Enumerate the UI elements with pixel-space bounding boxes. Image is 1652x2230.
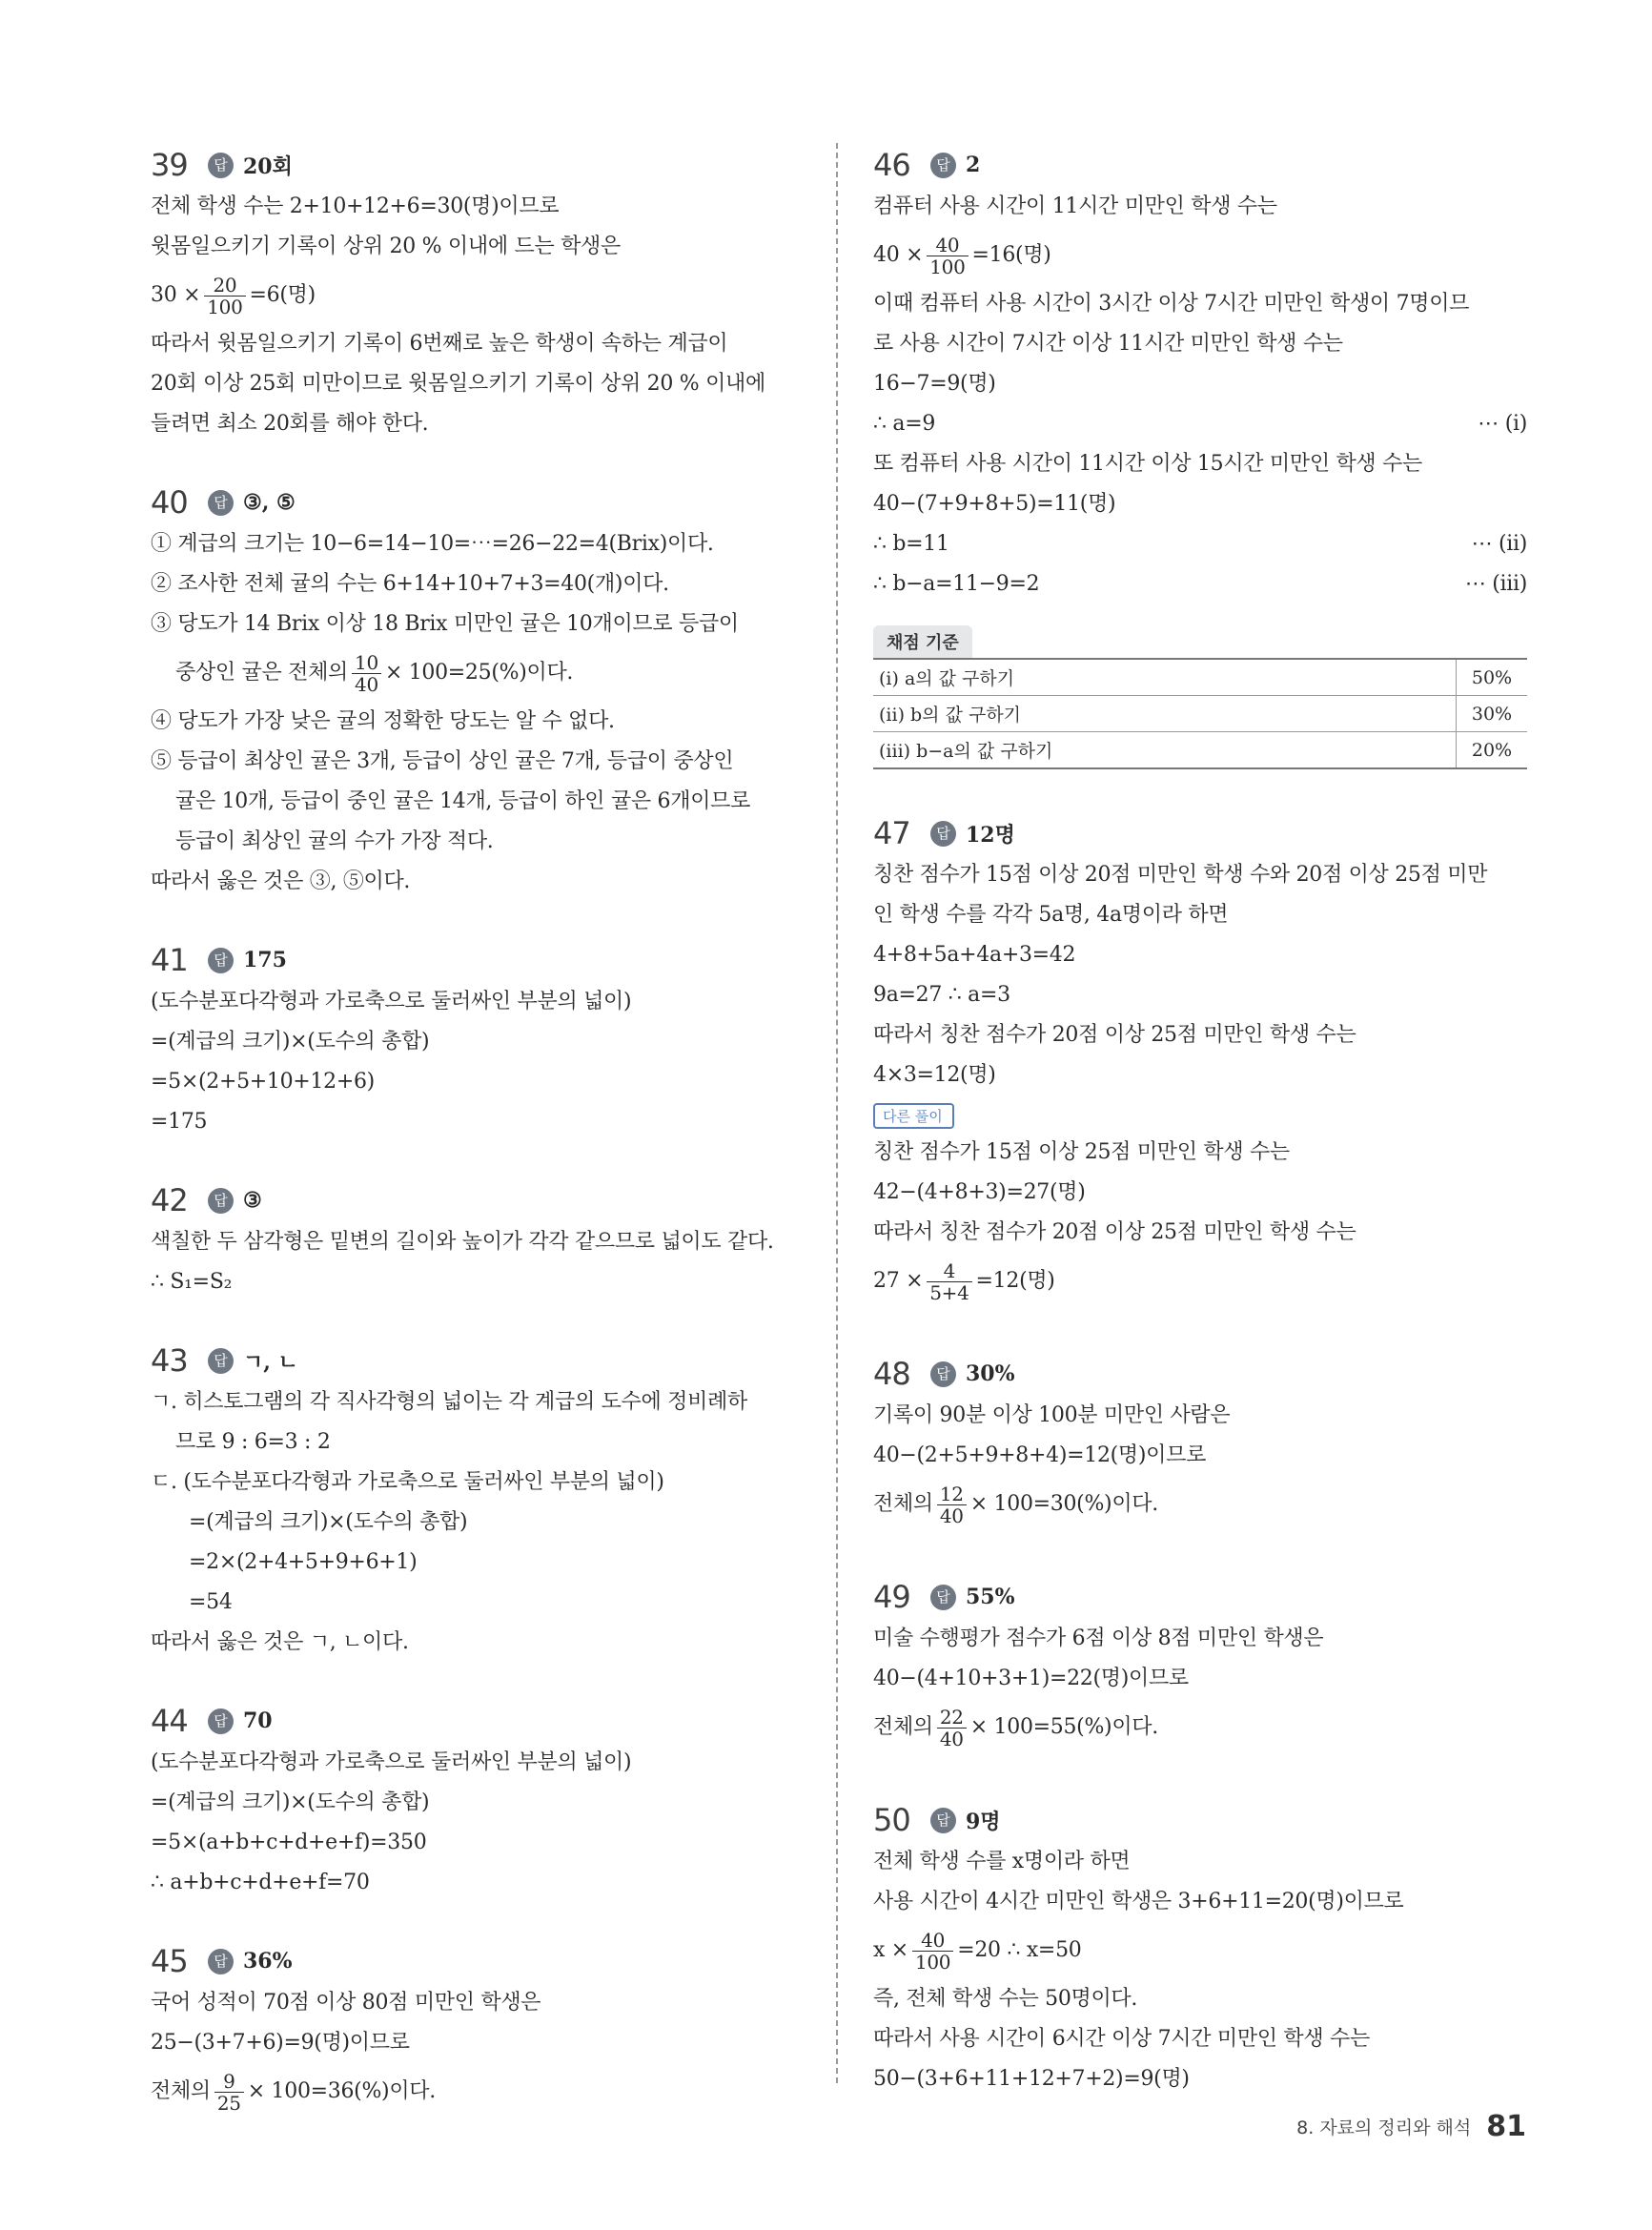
problem-header [151,938,801,982]
grading-percent: 50% [1457,659,1528,696]
problem-number: 48 [873,1356,910,1392]
problem-40 [151,481,801,902]
denominator: 40 [939,1727,964,1750]
page-number: 81 [1486,2110,1526,2143]
solution-line: =(계급의 크기)×(도수의 총합) [151,1030,430,1054]
numerator: 40 [912,1930,953,1952]
solution-line: 사용 시간이 4시간 미만인 학생은 3+6+11=20(명)이므로 [873,1890,1404,1913]
solution-line: 로 사용 시간이 7시간 이상 11시간 미만인 학생 수는 [873,332,1343,356]
solution-line: 50−(3+6+11+12+7+2)=9(명) [873,2067,1190,2091]
fraction [352,652,381,695]
solution-line: 40−(2+5+9+8+4)=12(명)이므로 [873,1443,1207,1467]
grading-table [873,658,1527,769]
solution-line: 20회 이상 25회 미만이므로 윗몸일으키기 기록이 상위 20 % 이내에 [151,372,765,396]
solution-line [873,524,1527,564]
denominator: 100 [207,295,243,318]
problem-number: 45 [151,1943,188,1979]
answer-value: 20회 [243,153,293,179]
answer-badge-icon: 답 [930,821,956,847]
fraction [912,1930,953,1973]
solution-line: 전체 학생 수를 x명이라 하면 [873,1850,1131,1873]
expr-prefix: 전체의 [873,1492,933,1516]
step-mark: ⋯ (i) [1478,412,1527,436]
fraction-line [873,1699,1527,1756]
answer-badge-icon: 답 [208,1188,234,1214]
answer-value: 175 [243,948,287,972]
numerator: 10 [352,652,381,674]
solution-line: 따라서 칭찬 점수가 20점 이상 25점 미만인 학생 수는 [873,1220,1356,1244]
expr-prefix: 40 × [873,243,924,267]
fraction-line [873,1922,1527,1979]
answer-badge-icon: 답 [208,1348,234,1374]
expr-suffix: =12(명) [975,1269,1055,1293]
expr-suffix: =20 ∴ x=50 [957,1938,1082,1962]
grading-criteria [873,625,1527,769]
grading-tag: 채점 기준 [873,625,972,658]
problem-number: 49 [873,1579,910,1615]
solution-line: 40−(7+9+8+5)=11(명) [873,492,1116,516]
solution-line: 이때 컴퓨터 사용 시간이 3시간 이상 7시간 미만인 학생이 7명이므 [873,292,1470,316]
numerator: 4 [927,1260,971,1282]
page-footer [1296,2110,1526,2143]
solution-line: ㄷ. (도수분포다각형과 가로축으로 둘러싸인 부분의 넓이) [151,1470,664,1494]
problem-48 [873,1352,1527,1533]
problem-49 [873,1575,1527,1756]
solution-line: (도수분포다각형과 가로축으로 둘러싸인 부분의 넓이) [151,990,632,1013]
column-divider [836,143,838,2083]
fraction-line [151,2063,801,2120]
expr-prefix: 27 × [873,1269,924,1293]
answer-badge-icon: 답 [930,1361,956,1387]
problem-number: 42 [151,1182,188,1218]
numerator: 20 [204,275,245,297]
line-text: ∴ b=11 [873,532,949,556]
answer-value: 70 [243,1708,273,1733]
numerator: 12 [937,1483,967,1505]
problem-header [873,1575,1527,1619]
answer-badge-icon: 답 [930,1585,956,1610]
solution-line: ⑤ 등급이 최상인 귤은 3개, 등급이 상인 귤은 7개, 등급이 중상인 [151,749,734,773]
problem-50 [873,1798,1527,2099]
fraction-line [873,227,1527,284]
solution-line: (도수분포다각형과 가로축으로 둘러싸인 부분의 넓이) [151,1750,632,1774]
step-mark: ⋯ (iii) [1464,572,1527,596]
numerator: 40 [927,235,968,256]
problem-number: 41 [151,942,188,978]
solution-line: 색칠한 두 삼각형은 밑변의 길이와 높이가 각각 같으므로 넓이도 같다. [151,1230,774,1254]
solution-line: 따라서 사용 시간이 6시간 이상 7시간 미만인 학생 수는 [873,2027,1370,2051]
problem-46 [873,143,1527,604]
answer-badge-icon: 답 [208,1708,234,1734]
problem-47 [873,811,1527,1310]
denominator: 40 [939,1504,964,1527]
answer-value: ③, ⑤ [243,490,296,515]
problem-header [873,1798,1527,1842]
solution-line: ④ 당도가 가장 낮은 귤의 정확한 당도는 알 수 없다. [151,709,615,733]
denominator: 100 [929,255,966,278]
answer-badge-icon: 답 [930,153,956,178]
denominator: 40 [355,672,378,696]
problem-header [873,811,1527,855]
fraction-line [151,644,801,702]
answer-badge-icon: 답 [208,1949,234,1974]
problem-39 [151,143,801,444]
answer-value: ③ [243,1188,262,1213]
solution-line: =5×(2+5+10+12+6) [151,1070,375,1094]
solution-line: 40−(4+10+3+1)=22(명)이므로 [873,1667,1189,1690]
answer-value: 36% [243,1949,293,1974]
numerator: 9 [214,2071,244,2093]
solution-line: 따라서 옳은 것은 ㄱ, ㄴ이다. [151,1630,409,1654]
solution-line: 칭찬 점수가 15점 이상 20점 미만인 학생 수와 20점 이상 25점 미만 [873,863,1488,887]
grading-item: (iii) b−a의 값 구하기 [873,732,1457,769]
expr-prefix: 전체의 [151,2079,211,2103]
solution-line: ㄱ. 히스토그램의 각 직사각형의 넓이는 각 계급의 도수에 정비례하 [151,1390,747,1414]
solution-line: =(계급의 크기)×(도수의 총합) [151,1790,430,1814]
problem-45 [151,1939,801,2120]
fraction [937,1483,967,1526]
line-text: ∴ b−a=11−9=2 [873,572,1040,596]
problem-header [151,481,801,524]
denominator: 100 [914,1950,951,1974]
problem-number: 46 [873,147,910,183]
solution-line: ③ 당도가 14 Brix 이상 18 Brix 미만인 귤은 10개이므로 등급이 [151,612,739,636]
problem-number: 47 [873,815,910,851]
left-column [151,143,801,2157]
answer-value: ㄱ, ㄴ [243,1349,298,1375]
problem-header [873,143,1527,187]
alt-solution-tag: 다른 풀이 [873,1103,954,1129]
grading-item: (i) a의 값 구하기 [873,659,1457,696]
solution-line: 칭찬 점수가 15점 이상 25점 미만인 학생 수는 [873,1140,1290,1164]
solution-line: ∴ S₁=S₂ [151,1270,233,1294]
solution-line: 또 컴퓨터 사용 시간이 11시간 이상 15시간 미만인 학생 수는 [873,452,1422,476]
solution-line: =2×(2+4+5+9+6+1) [189,1550,418,1574]
answer-badge-icon: 답 [208,948,234,973]
grading-item: (ii) b의 값 구하기 [873,696,1457,732]
expr-prefix: x × [873,1938,908,1962]
problem-42 [151,1178,801,1302]
solution-line: 25−(3+7+6)=9(명)이므로 [151,2031,410,2055]
solution-line: 들려면 최소 20회를 해야 한다. [151,412,429,436]
problem-number: 44 [151,1703,188,1739]
denominator: 5+4 [929,1280,969,1304]
solution-line: 귤은 10개, 등급이 중인 귤은 14개, 등급이 하인 귤은 6개이므로 [175,789,751,813]
solution-line: ∴ a+b+c+d+e+f=70 [151,1871,370,1894]
fraction [937,1707,967,1749]
expr-suffix: × 100=36(%)이다. [247,2079,436,2103]
solution-line: 므로 9 : 6=3 : 2 [175,1430,331,1454]
problem-number: 40 [151,484,188,521]
expr-prefix: 중상인 귤은 전체의 [175,661,349,685]
expr-prefix: 전체의 [873,1715,933,1739]
right-column [873,143,1527,2141]
fraction [214,2071,244,2114]
solution-line: 4+8+5a+4a+3=42 [873,943,1076,967]
expr-suffix: × 100=55(%)이다. [969,1715,1158,1739]
solution-line: 미술 수행평가 점수가 6점 이상 8점 미만인 학생은 [873,1626,1324,1650]
solution-line: ② 조사한 전체 귤의 수는 6+14+10+7+3=40(개)이다. [151,572,669,596]
answer-value: 12명 [966,822,1015,848]
problem-header [151,1339,801,1382]
problem-header [151,1939,801,1983]
problem-number: 43 [151,1342,188,1379]
answer-badge-icon: 답 [208,153,234,178]
solution-line: 4×3=12(명) [873,1063,996,1087]
answer-badge-icon: 답 [208,490,234,516]
solution-line: 즉, 전체 학생 수는 50명이다. [873,1987,1138,2011]
expr-suffix: =16(명) [971,243,1051,267]
solution-line: =54 [189,1590,233,1614]
solution-line: 따라서 옳은 것은 ③, ⑤이다. [151,869,411,893]
answer-value: 30% [966,1361,1015,1386]
grading-row [873,696,1527,732]
line-text: ∴ a=9 [873,412,936,436]
grading-row [873,659,1527,696]
problem-header [873,1352,1527,1396]
problem-number: 39 [151,147,188,183]
step-mark: ⋯ (ii) [1471,532,1527,556]
solution-line [873,564,1527,604]
solution-line: 전체 학생 수는 2+10+12+6=30(명)이므로 [151,194,560,218]
problem-41 [151,938,801,1142]
problem-43 [151,1339,801,1663]
problem-header [151,1178,801,1222]
solution-line: 인 학생 수를 각각 5a명, 4a명이라 하면 [873,903,1229,927]
problem-header [151,1699,801,1743]
solution-line: ① 계급의 크기는 10−6=14−10=⋯=26−22=4(Brix)이다. [151,532,714,556]
problem-44 [151,1699,801,1903]
expr-suffix: × 100=25(%)이다. [384,661,574,685]
solution-line: 윗몸일으키기 기록이 상위 20 % 이내에 드는 학생은 [151,235,621,258]
solution-line: =(계급의 크기)×(도수의 총합) [189,1510,468,1534]
solution-line: 16−7=9(명) [873,372,996,396]
expr-suffix: =6(명) [249,283,316,307]
problem-header [151,143,801,187]
solution-line: 따라서 칭찬 점수가 20점 이상 25점 미만인 학생 수는 [873,1023,1356,1047]
fraction [927,1260,971,1303]
solution-line: =175 [151,1110,208,1134]
problem-number: 50 [873,1802,910,1838]
solution-line: 컴퓨터 사용 시간이 11시간 미만인 학생 수는 [873,194,1277,218]
answer-badge-icon: 답 [930,1808,956,1833]
solution-line: 42−(4+8+3)=27(명) [873,1180,1086,1204]
denominator: 25 [216,2091,241,2115]
grading-percent: 30% [1457,696,1528,732]
numerator: 22 [937,1707,967,1729]
solution-line: 국어 성적이 70점 이상 80점 미만인 학생은 [151,1991,541,2015]
answer-value: 2 [966,153,981,177]
answer-value: 9명 [966,1809,1001,1834]
grading-row [873,732,1527,769]
expr-suffix: × 100=30(%)이다. [969,1492,1158,1516]
solution-line: =5×(a+b+c+d+e+f)=350 [151,1831,427,1854]
solution-line: 기록이 90분 이상 100분 미만인 사람은 [873,1403,1231,1427]
fraction-line [151,267,801,324]
expr-prefix: 30 × [151,283,201,307]
fraction-line [873,1476,1527,1533]
fraction-line [873,1253,1527,1310]
solution-line: 9a=27 ∴ a=3 [873,983,1010,1007]
solution-line: 따라서 윗몸일으키기 기록이 6번째로 높은 학생이 속하는 계급이 [151,332,728,356]
solution-line: 등급이 최상인 귤의 수가 가장 적다. [175,829,494,853]
solution-line [873,404,1527,444]
chapter-title: 8. 자료의 정리와 해석 [1296,2117,1472,2138]
fraction [927,235,968,277]
fraction [204,275,245,317]
answer-value: 55% [966,1585,1015,1609]
grading-percent: 20% [1457,732,1528,769]
